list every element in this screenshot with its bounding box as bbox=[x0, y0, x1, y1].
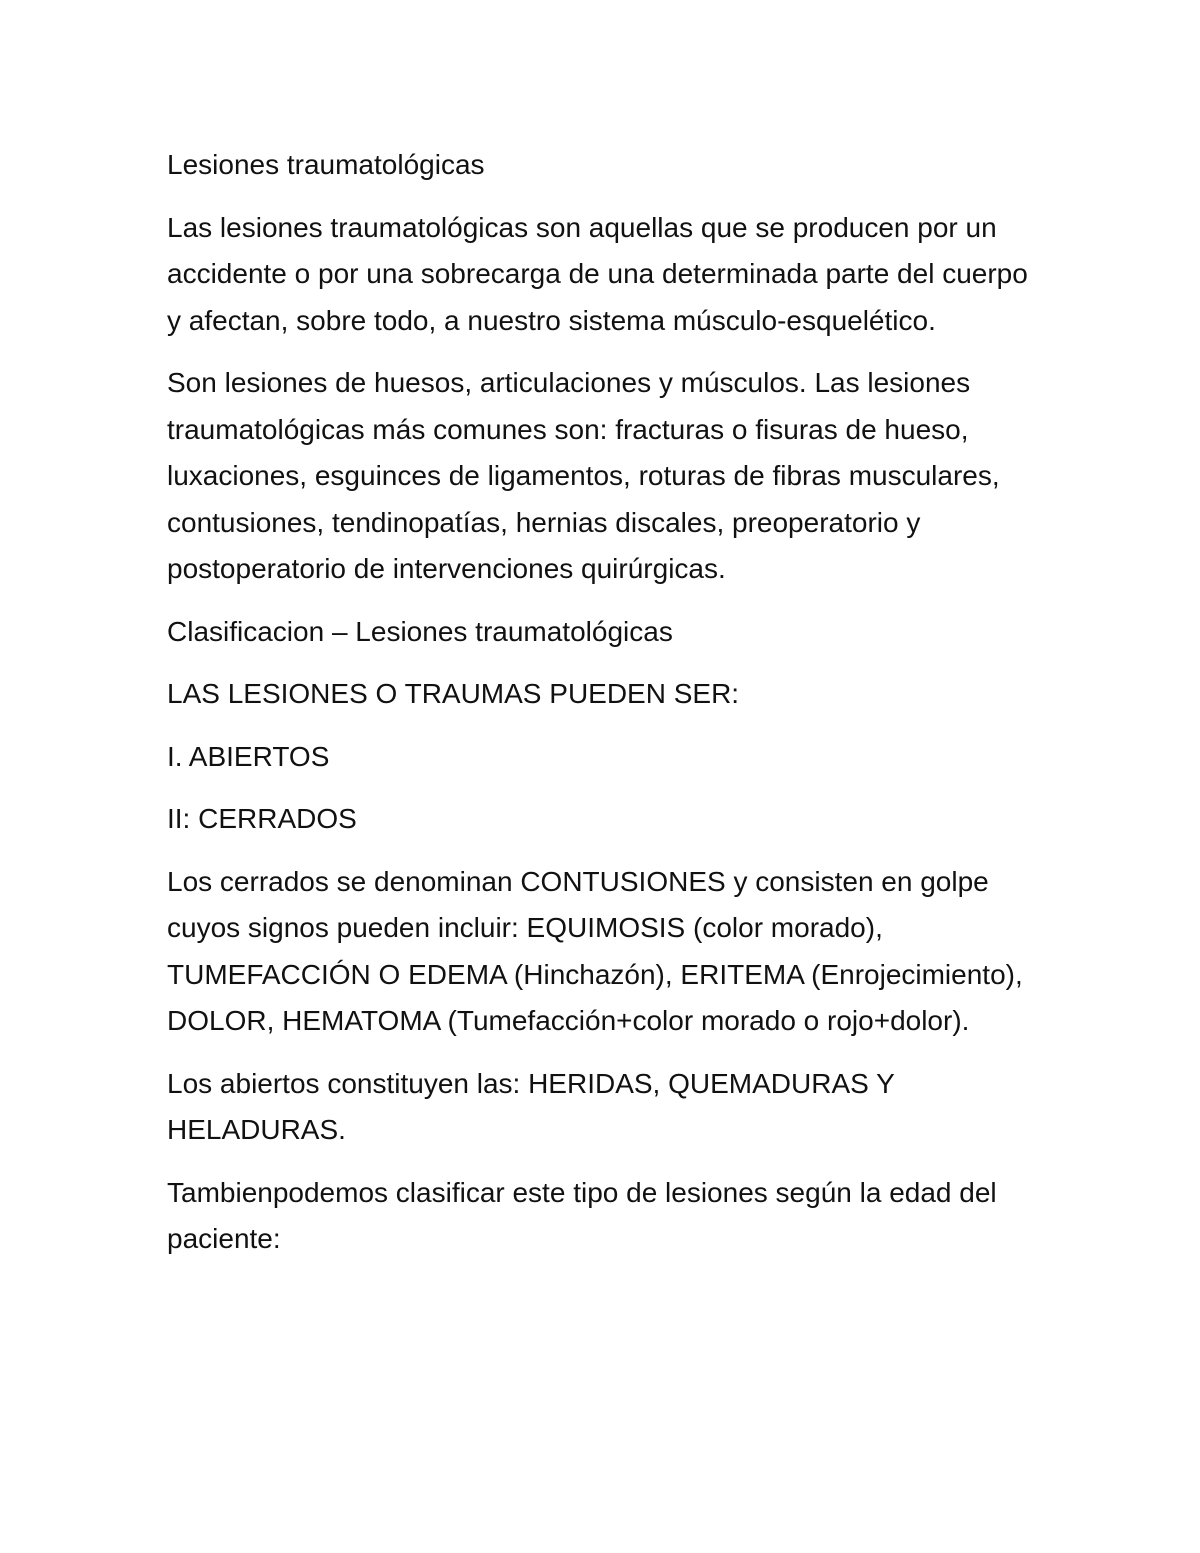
type-open: I. ABIERTOS bbox=[167, 740, 330, 772]
document-title: Lesiones traumatológicas bbox=[167, 149, 485, 180]
document-body bbox=[167, 142, 1047, 1279]
open-description-paragraph: Los abiertos constituyen las: HERIDAS, QUEMADURAS Y HELADURAS. bbox=[167, 1067, 895, 1145]
common-injuries-paragraph: Son lesiones de huesos, articulaciones y músculos. Las lesiones traumatológicas más comunes son: fracturas o fisuras de hueso, luxaciones, esguinces de ligamentos, roturas de fibras musculares, contusiones, tendinopatías, hernias discales, preoperatorio y postoperatorio de intervenciones quirúrgicas. bbox=[167, 367, 1000, 584]
intro-paragraph: Las lesiones traumatológicas son aquellas que se producen por un accidente o por una sobrecarga de una determinada parte del cuerpo y afectan, sobre todo, a nuestro sistema músculo-esquelético. bbox=[167, 211, 1028, 336]
types-heading: LAS LESIONES O TRAUMAS PUEDEN SER: bbox=[167, 678, 740, 709]
age-classification-paragraph: Tambienpodemos clasificar este tipo de lesiones según la edad del paciente: bbox=[167, 1176, 997, 1254]
type-closed: II: CERRADOS bbox=[167, 803, 357, 834]
closed-description-paragraph: Los cerrados se denominan CONTUSIONES y consisten en golpe cuyos signos pueden incluir: EQUIMOSIS (color morado), TUMEFACCIÓN O EDEMA (Hinchazón), ERITEMA (Enrojecimiento), DOLOR, HEMATOMA (Tumefacción+color morado o rojo+dolor). bbox=[167, 865, 1023, 1036]
classification-heading: Clasificacion – Lesiones traumatológicas bbox=[167, 615, 673, 647]
